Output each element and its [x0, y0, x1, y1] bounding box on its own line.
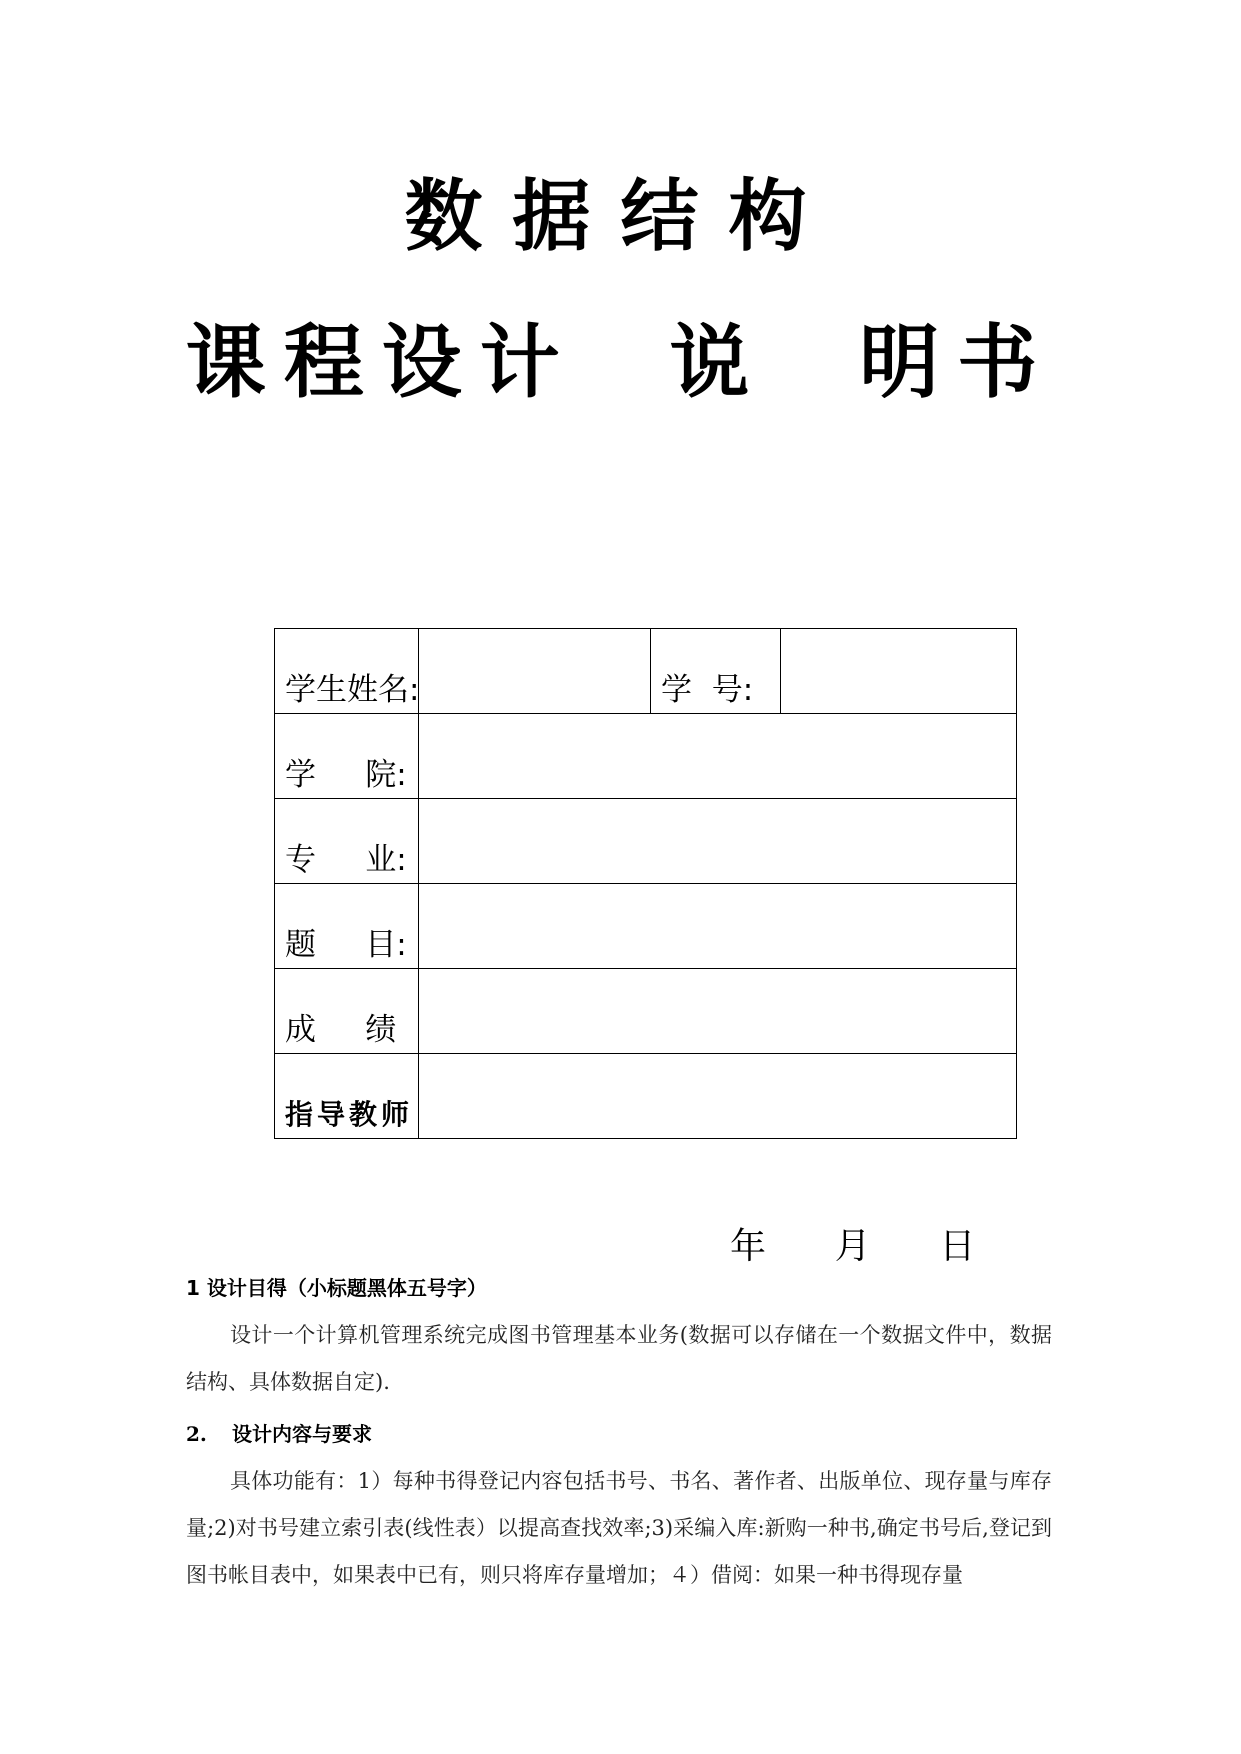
section-2-number: 2.	[186, 1422, 207, 1446]
grade-field[interactable]	[419, 969, 1017, 1054]
table-row	[275, 969, 1017, 1054]
student-id-field[interactable]	[781, 629, 1017, 714]
student-id-label: 学 号:	[651, 629, 781, 714]
section-1-heading: 1 设计目得（小标题黑体五号字）	[186, 1276, 487, 1300]
student-name-field[interactable]	[419, 629, 651, 714]
section-2-heading	[186, 1418, 372, 1447]
table-row	[275, 629, 1017, 714]
document-title: 数据结构	[404, 172, 837, 262]
student-info-table	[274, 628, 1017, 1139]
topic-field[interactable]	[419, 884, 1017, 969]
section-2-title: 设计内容与要求	[232, 1422, 372, 1446]
advisor-field[interactable]	[419, 1054, 1017, 1139]
section-2-body: 具体功能有：1）每种书得登记内容包括书号、书名、著作者、出版单位、现存量与库存量;2)对书号建立索引表(线性表）以提高查找效率;3)采编入库:新购一种书,确定书号后,登记到图书帐目表中，如果表中已有，则只将库存量增加；４）借阅：如果一种书得现存量	[186, 1469, 1052, 1587]
grade-label: 成 绩	[275, 969, 419, 1054]
document-subtitle: 课程设计 说 明书	[185, 316, 1056, 409]
date-line: 年 月 日	[730, 1226, 976, 1267]
major-field[interactable]	[419, 799, 1017, 884]
advisor-label: 指导教师	[275, 1054, 419, 1139]
table-row	[275, 799, 1017, 884]
topic-label: 题 目:	[275, 884, 419, 969]
major-label: 专 业:	[275, 799, 419, 884]
college-label: 学 院:	[275, 714, 419, 799]
table-row	[275, 1054, 1017, 1139]
table-row	[275, 884, 1017, 969]
section-1-body: 设计一个计算机管理系统完成图书管理基本业务(数据可以存储在一个数据文件中，数据结构、具体数据自定).	[186, 1323, 1052, 1394]
college-field[interactable]	[419, 714, 1017, 799]
student-name-label: 学生姓名:	[275, 629, 419, 714]
table-row	[275, 714, 1017, 799]
